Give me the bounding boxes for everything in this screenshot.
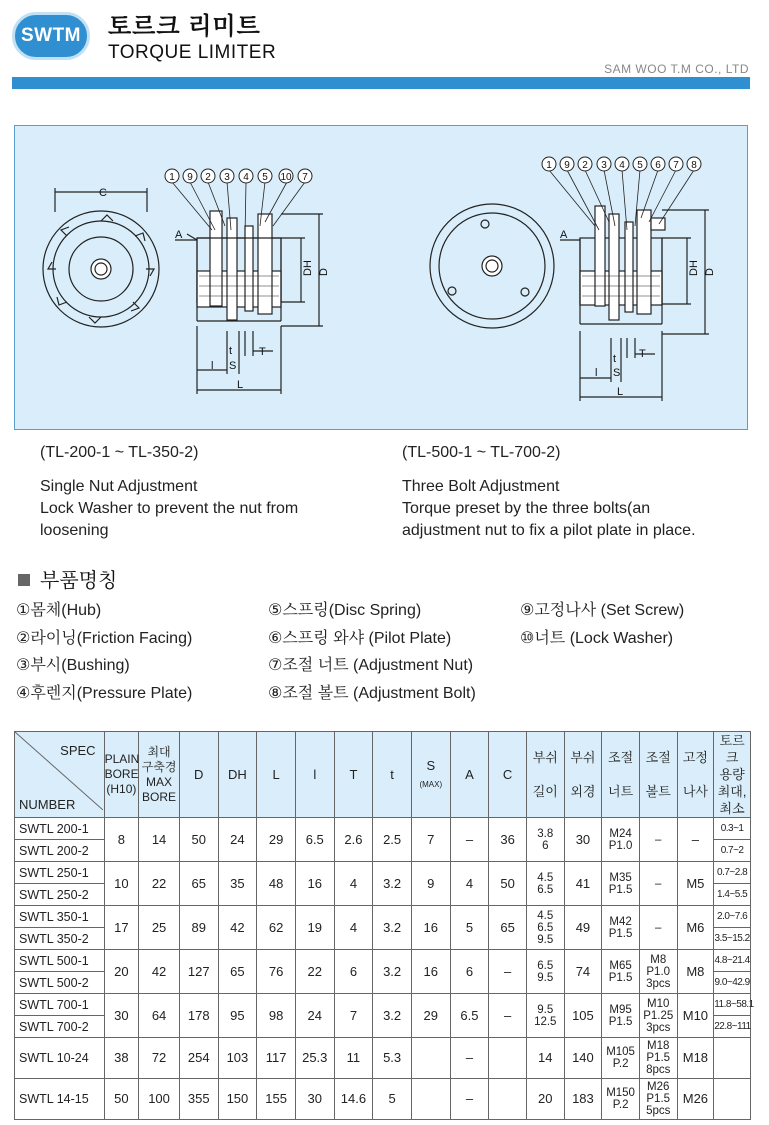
- table-cell: M6: [677, 906, 714, 950]
- table-cell: 16: [411, 950, 450, 994]
- bushing-length: 6.5 9.5: [526, 950, 564, 994]
- spec-number-header: SPEC NUMBER: [15, 732, 105, 818]
- dim-dh: DH: [302, 260, 314, 276]
- table-cell: M18: [677, 1038, 714, 1079]
- table-cell: 17: [104, 906, 139, 950]
- max-bore-header: 최대 구축경 MAX BORE: [139, 732, 180, 818]
- model-name: SWTL 14-15: [15, 1079, 105, 1120]
- part-item: ④후렌지(Pressure Plate): [16, 684, 193, 702]
- model-name: SWTL 10-24: [15, 1038, 105, 1079]
- table-cell: M10: [677, 994, 714, 1038]
- adjustment-nut: M65 P1.5: [602, 950, 640, 994]
- callout-7: 7: [302, 172, 308, 183]
- table-cell: 20: [526, 1079, 564, 1120]
- technical-drawing-panel: [14, 125, 748, 430]
- col-header-bushing-od: 부쉬 외경: [564, 732, 602, 818]
- adjustment-bolt: M10 P1.25 3pcs: [639, 994, 677, 1038]
- model-name: SWTL 700-2: [15, 1016, 105, 1038]
- bullet-square-icon: [18, 574, 30, 586]
- table-row: [15, 1038, 751, 1079]
- torque-range: 4.8~21.4: [714, 950, 751, 972]
- callout-5: 5: [262, 172, 268, 183]
- right-desc-line2: Torque preset by the three bolts(an: [402, 500, 651, 517]
- col-header-C: C: [489, 732, 527, 818]
- bushing-length: 4.5 6.5 9.5: [526, 906, 564, 950]
- table-cell: 16: [411, 906, 450, 950]
- table-cell: –: [450, 1079, 489, 1120]
- table-cell: 35: [218, 862, 257, 906]
- dim-l: l: [211, 360, 214, 372]
- table-cell: 3.2: [373, 906, 412, 950]
- table-header-row: [15, 732, 751, 818]
- table-cell: 89: [179, 906, 218, 950]
- adjustment-bolt: –: [639, 906, 677, 950]
- table-cell: 7: [334, 994, 373, 1038]
- callout-3: 3: [601, 160, 607, 171]
- torque-range: 22.8~111: [714, 1016, 751, 1038]
- page-title-english: TORQUE LIMITER: [108, 42, 277, 63]
- callout-3: 3: [224, 172, 230, 183]
- company-logo: [12, 12, 90, 60]
- right-desc-line1: Three Bolt Adjustment: [402, 478, 560, 495]
- table-cell: 6: [450, 950, 489, 994]
- page-title-korean: 토르크 리미트: [108, 13, 261, 40]
- torque-range: 11.8~58.1: [714, 994, 751, 1016]
- dim-a: A: [560, 229, 568, 241]
- part-item: ⑨고정나사 (Set Screw): [520, 602, 685, 619]
- header-divider-bar: [12, 77, 750, 89]
- table-cell: 178: [179, 994, 218, 1038]
- dim-L: L: [237, 379, 244, 391]
- table-cell: [489, 1079, 527, 1120]
- col-header-DH: DH: [218, 732, 257, 818]
- parts-list-col3: [520, 597, 684, 652]
- table-cell: 4: [334, 906, 373, 950]
- callout-4: 4: [243, 172, 249, 183]
- table-row: [15, 994, 751, 1016]
- table-cell: 7: [411, 818, 450, 862]
- model-name: SWTL 350-2: [15, 928, 105, 950]
- dim-a: A: [175, 229, 183, 241]
- table-cell: 65: [218, 950, 257, 994]
- callout-8: 8: [691, 160, 697, 171]
- table-cell: 22: [295, 950, 334, 994]
- torque-range: 3.5~15.2: [714, 928, 751, 950]
- table-cell: 50: [104, 1079, 139, 1120]
- right-side-section: [560, 206, 709, 401]
- dim-d: D: [318, 268, 330, 276]
- col-header-adjustment-bolt: 조절 볼트: [639, 732, 677, 818]
- left-side-section: [175, 211, 323, 394]
- table-cell: 6: [334, 950, 373, 994]
- table-cell: 150: [218, 1079, 257, 1120]
- table-row: [15, 1079, 751, 1120]
- dim-s: S: [229, 360, 237, 372]
- table-cell: 36: [489, 818, 527, 862]
- table-cell: [411, 1038, 450, 1079]
- table-cell: 100: [139, 1079, 180, 1120]
- part-item: ③부시(Bushing): [16, 657, 130, 674]
- part-item: ⑩너트 (Lock Washer): [520, 629, 674, 647]
- table-row: [15, 950, 751, 972]
- dim-s: S: [613, 367, 621, 379]
- adjustment-bolt: M26 P1.5 5pcs: [639, 1079, 677, 1120]
- table-cell: 3.2: [373, 950, 412, 994]
- table-cell: 19: [295, 906, 334, 950]
- col-header-l: l: [295, 732, 334, 818]
- table-cell: 24: [295, 994, 334, 1038]
- col-header-torque: 토르크 용량 최대, 최소: [714, 732, 751, 818]
- left-model-range: (TL-200-1 ~ TL-350-2): [40, 444, 199, 461]
- table-cell: M5: [677, 862, 714, 906]
- table-cell: 3.2: [373, 994, 412, 1038]
- table-cell: 14.6: [334, 1079, 373, 1120]
- table-cell: 64: [139, 994, 180, 1038]
- model-name: SWTL 700-1: [15, 994, 105, 1016]
- table-cell: 254: [179, 1038, 218, 1079]
- part-item: ⑤스프링(Disc Spring): [268, 602, 422, 619]
- col-header-t: t: [373, 732, 412, 818]
- torque-range: 2.0~7.6: [714, 906, 751, 928]
- dim-T: T: [639, 348, 646, 360]
- adjustment-nut: M24 P1.0: [602, 818, 640, 862]
- table-cell: 29: [257, 818, 296, 862]
- table-row: [15, 906, 751, 928]
- table-cell: 41: [564, 862, 602, 906]
- col-header-S: S (MAX): [411, 732, 450, 818]
- table-cell: 6.5: [295, 818, 334, 862]
- table-cell: 62: [257, 906, 296, 950]
- callout-6: 6: [655, 160, 661, 171]
- table-row: [15, 862, 751, 884]
- bushing-length: 3.8 6: [526, 818, 564, 862]
- table-cell: 22: [139, 862, 180, 906]
- table-cell: 183: [564, 1079, 602, 1120]
- right-front-view: [430, 204, 554, 328]
- table-cell: 30: [295, 1079, 334, 1120]
- table-cell: 25.3: [295, 1038, 334, 1079]
- dim-c: C: [99, 187, 107, 199]
- left-desc-line3: loosening: [40, 522, 109, 539]
- col-header-A: A: [450, 732, 489, 818]
- table-cell: 4: [334, 862, 373, 906]
- table-cell: 65: [489, 906, 527, 950]
- adjustment-nut: M35 P1.5: [602, 862, 640, 906]
- model-name: SWTL 250-1: [15, 862, 105, 884]
- torque-range: 0.7~2.8: [714, 862, 751, 884]
- dim-d: D: [704, 268, 716, 276]
- adjustment-bolt: M8 P1.0 3pcs: [639, 950, 677, 994]
- callout-7: 7: [673, 160, 679, 171]
- part-item: ⑧조절 볼트 (Adjustment Bolt): [268, 684, 476, 702]
- spec-table-wrapper: [14, 731, 754, 1120]
- adjustment-bolt: –: [639, 818, 677, 862]
- left-desc-line1: Single Nut Adjustment: [40, 478, 198, 495]
- table-cell: 6.5: [450, 994, 489, 1038]
- col-header-L: L: [257, 732, 296, 818]
- parts-list-col2: [268, 597, 476, 707]
- table-cell: 140: [564, 1038, 602, 1079]
- table-cell: 24: [218, 818, 257, 862]
- adjustment-bolt: –: [639, 862, 677, 906]
- torque-range: 0.3~1: [714, 818, 751, 840]
- model-name: SWTL 350-1: [15, 906, 105, 928]
- table-cell: [714, 1038, 751, 1079]
- right-description: [402, 442, 696, 542]
- callout-5: 5: [637, 160, 643, 171]
- left-desc-line2: Lock Washer to prevent the nut from: [40, 500, 299, 517]
- parts-section-title: 부품명칭: [18, 564, 117, 593]
- table-cell: 4: [450, 862, 489, 906]
- table-cell: 48: [257, 862, 296, 906]
- right-callouts: [542, 157, 701, 171]
- table-cell: [489, 1038, 527, 1079]
- table-cell: M26: [677, 1079, 714, 1120]
- callout-2: 2: [582, 160, 588, 171]
- table-cell: 16: [295, 862, 334, 906]
- dim-L: L: [617, 386, 624, 398]
- table-cell: 72: [139, 1038, 180, 1079]
- callout-10: 10: [280, 172, 292, 183]
- table-cell: [411, 1079, 450, 1120]
- table-cell: 98: [257, 994, 296, 1038]
- table-cell: 50: [179, 818, 218, 862]
- callout-2: 2: [205, 172, 211, 183]
- dim-l: l: [595, 367, 598, 379]
- callout-4: 4: [619, 160, 625, 171]
- table-cell: –: [489, 950, 527, 994]
- model-name: SWTL 500-1: [15, 950, 105, 972]
- left-front-view: [43, 188, 159, 327]
- adjustment-nut: M42 P1.5: [602, 906, 640, 950]
- callout-9: 9: [187, 172, 193, 183]
- table-cell: 50: [489, 862, 527, 906]
- table-cell: –: [677, 818, 714, 862]
- bushing-length: 4.5 6.5: [526, 862, 564, 906]
- col-header-bushing-length: 부쉬 길이: [526, 732, 564, 818]
- table-cell: 42: [139, 950, 180, 994]
- part-item: ⑥스프링 와샤 (Pilot Plate): [268, 629, 452, 647]
- right-model-range: (TL-500-1 ~ TL-700-2): [402, 444, 561, 461]
- table-cell: –: [489, 994, 527, 1038]
- table-cell: 30: [564, 818, 602, 862]
- company-name: SAM WOO T.M CO., LTD: [604, 62, 749, 76]
- table-cell: 5.3: [373, 1038, 412, 1079]
- right-desc-line3: adjustment nut to fix a pilot plate in place.: [402, 522, 696, 539]
- table-cell: 105: [564, 994, 602, 1038]
- table-cell: –: [450, 818, 489, 862]
- plain-bore-header: PLAIN BORE (H10): [104, 732, 139, 818]
- table-cell: 42: [218, 906, 257, 950]
- table-cell: 10: [104, 862, 139, 906]
- table-cell: 14: [139, 818, 180, 862]
- parts-list-col1: [16, 597, 192, 707]
- part-item: ①몸체(Hub): [16, 602, 102, 619]
- table-cell: 11: [334, 1038, 373, 1079]
- table-cell: 3.2: [373, 862, 412, 906]
- table-cell: 38: [104, 1038, 139, 1079]
- table-cell: 155: [257, 1079, 296, 1120]
- table-cell: 2.6: [334, 818, 373, 862]
- model-name: SWTL 200-1: [15, 818, 105, 840]
- table-cell: 25: [139, 906, 180, 950]
- adjustment-nut: M95 P1.5: [602, 994, 640, 1038]
- table-cell: 49: [564, 906, 602, 950]
- torque-range: 1.4~5.5: [714, 884, 751, 906]
- dim-t-small: t: [613, 353, 617, 365]
- dim-T: T: [259, 346, 266, 358]
- table-row: [15, 818, 751, 840]
- table-cell: 5: [450, 906, 489, 950]
- table-cell: 2.5: [373, 818, 412, 862]
- adjustment-bolt: M18 P1.5 8pcs: [639, 1038, 677, 1079]
- part-item: ⑦조절 너트 (Adjustment Nut): [268, 657, 474, 674]
- torque-range: 9.0~42.9: [714, 972, 751, 994]
- model-name: SWTL 200-2: [15, 840, 105, 862]
- left-description: [40, 442, 298, 542]
- callout-1: 1: [169, 172, 175, 183]
- bushing-length: 9.5 12.5: [526, 994, 564, 1038]
- model-name: SWTL 250-2: [15, 884, 105, 906]
- col-header-D: D: [179, 732, 218, 818]
- table-cell: M8: [677, 950, 714, 994]
- spec-table: [14, 731, 754, 1120]
- technical-drawing: [15, 126, 749, 431]
- torque-range: 0.7~2: [714, 840, 751, 862]
- table-cell: 103: [218, 1038, 257, 1079]
- table-cell: 30: [104, 994, 139, 1038]
- model-name: SWTL 500-2: [15, 972, 105, 994]
- col-header-set-screw: 고정 나사: [677, 732, 714, 818]
- part-item: ②라이닝(Friction Facing): [16, 629, 193, 647]
- table-cell: 74: [564, 950, 602, 994]
- table-cell: 8: [104, 818, 139, 862]
- callout-1: 1: [546, 160, 552, 171]
- adjustment-nut: M150 P.2: [602, 1079, 640, 1120]
- logo-text: SWTM: [20, 25, 82, 46]
- table-cell: 76: [257, 950, 296, 994]
- table-cell: 95: [218, 994, 257, 1038]
- table-cell: [714, 1079, 751, 1120]
- table-body: [15, 818, 754, 1120]
- dim-dh: DH: [688, 260, 700, 276]
- adjustment-nut: M105 P.2: [602, 1038, 640, 1079]
- table-cell: 14: [526, 1038, 564, 1079]
- table-cell: 9: [411, 862, 450, 906]
- table-cell: 355: [179, 1079, 218, 1120]
- left-callouts: [165, 169, 312, 183]
- table-cell: 127: [179, 950, 218, 994]
- dim-t-small: t: [229, 345, 233, 357]
- table-cell: 5: [373, 1079, 412, 1120]
- col-header-adjustment-nut: 조절 너트: [602, 732, 640, 818]
- callout-9: 9: [564, 160, 570, 171]
- col-header-T: T: [334, 732, 373, 818]
- table-cell: 29: [411, 994, 450, 1038]
- table-cell: 65: [179, 862, 218, 906]
- table-cell: 20: [104, 950, 139, 994]
- table-cell: –: [450, 1038, 489, 1079]
- table-cell: 117: [257, 1038, 296, 1079]
